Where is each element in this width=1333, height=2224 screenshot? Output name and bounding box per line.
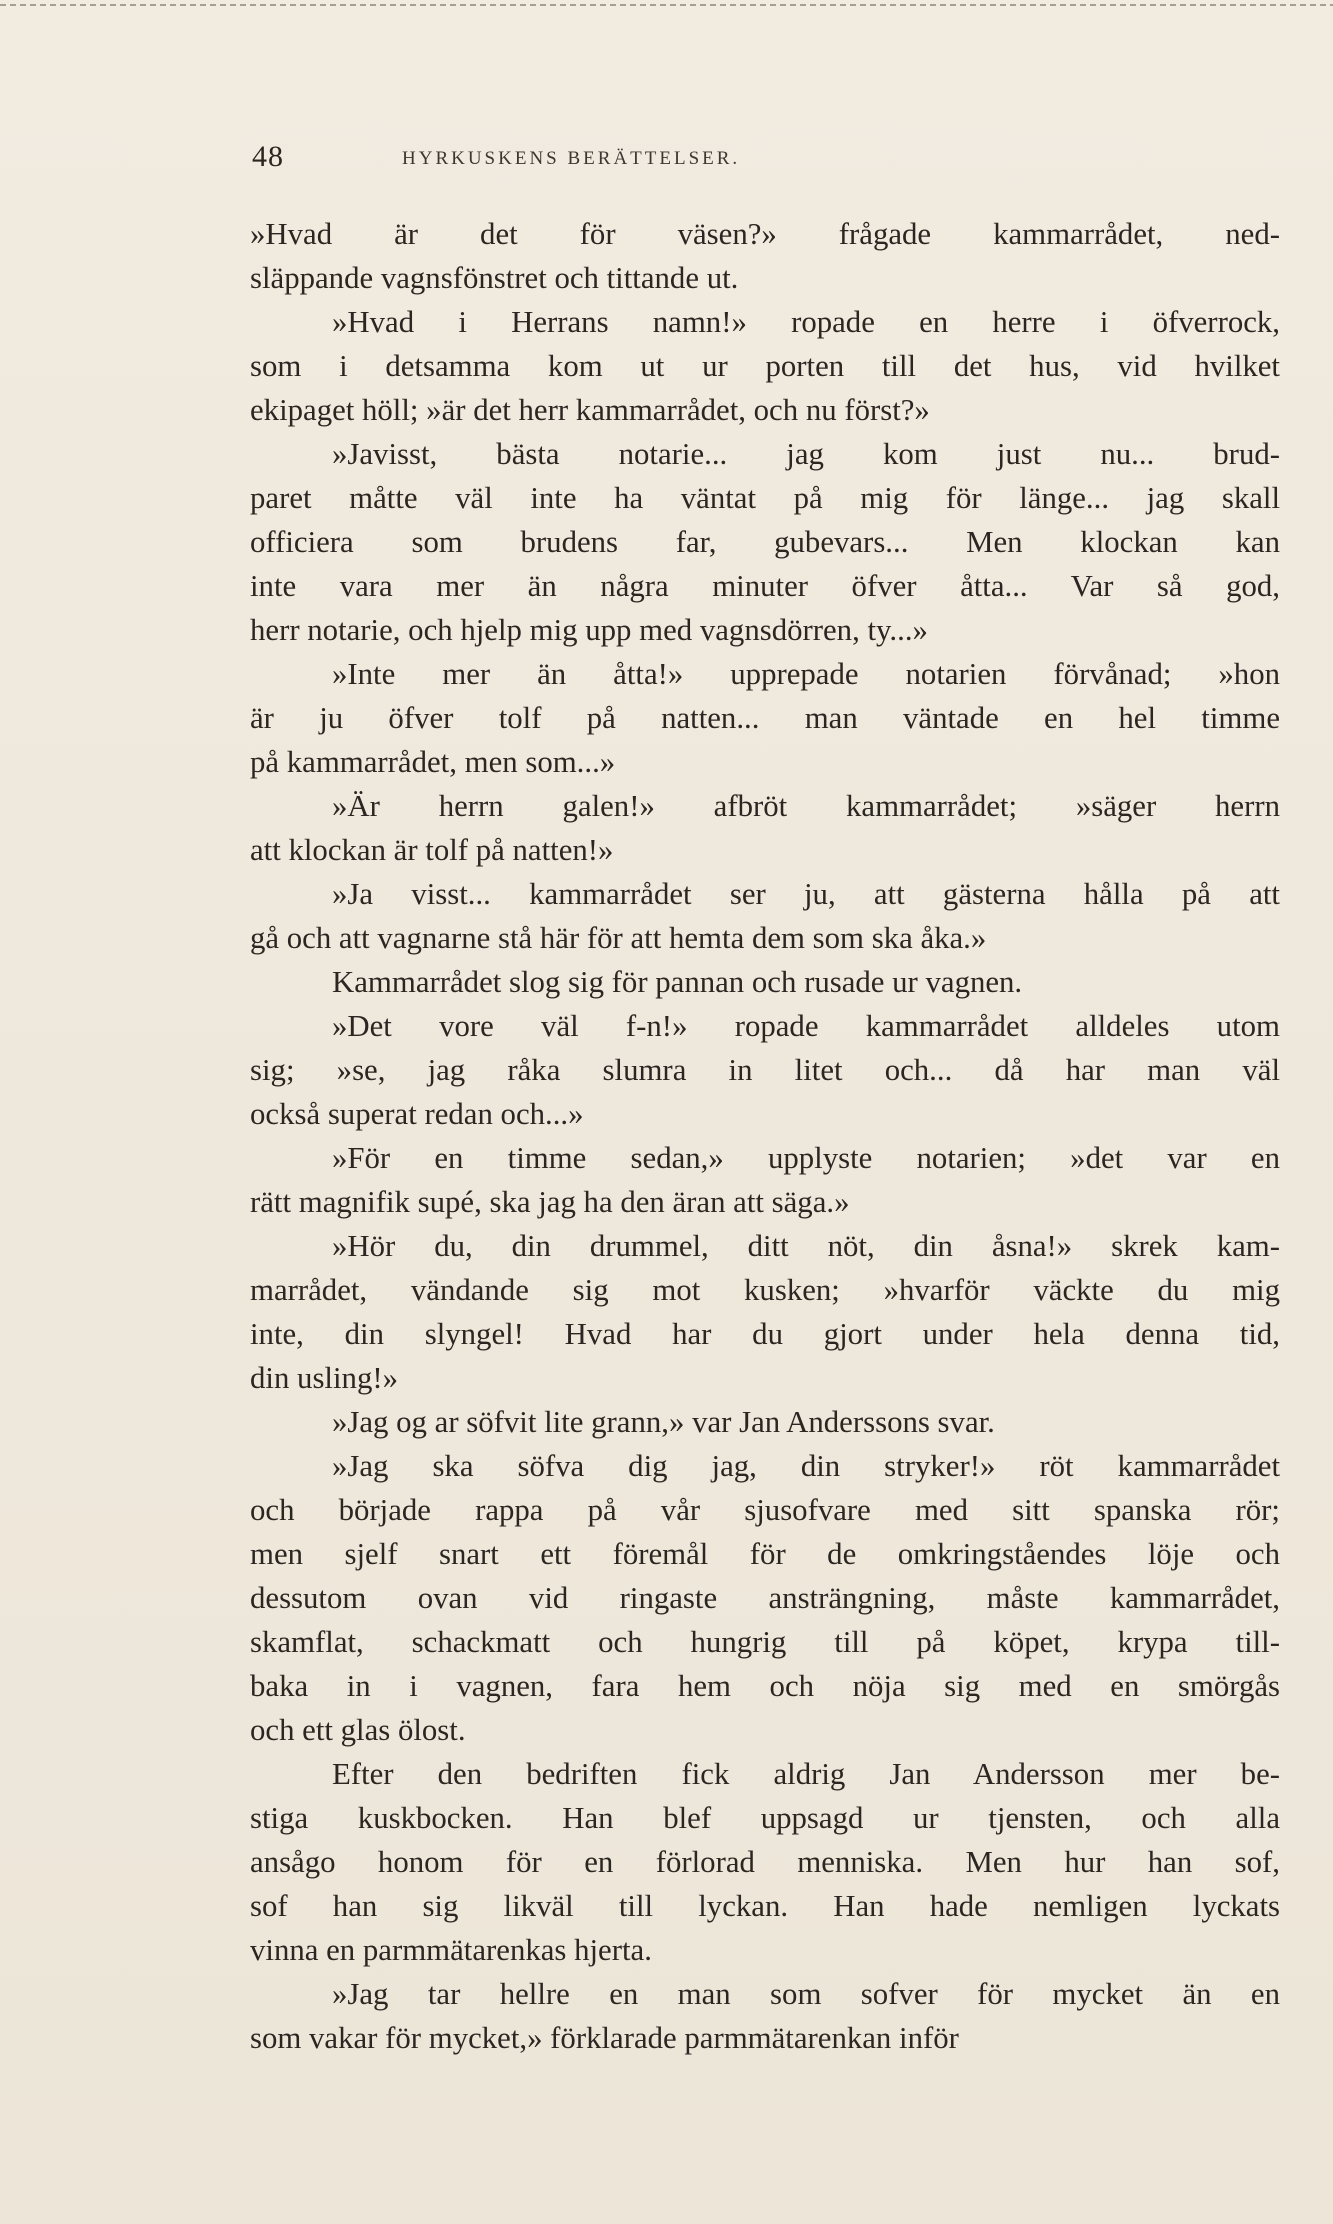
- text-line: »Jag ska söfva dig jag, din stryker!» röt kammarrådet: [332, 1449, 1280, 1483]
- paragraph: [250, 1444, 1280, 1752]
- paragraph: [250, 432, 1280, 652]
- text-line: inte, din slyngel! Hvad har du gjort under hela denna tid,: [250, 1317, 1280, 1351]
- text-line: »För en timme sedan,» upplyste notarien; »det var en: [332, 1141, 1280, 1175]
- paragraph: [250, 1972, 1280, 2060]
- paragraph: [250, 872, 1280, 960]
- paragraph: [250, 652, 1280, 784]
- text-line: att klockan är tolf på natten!»: [250, 833, 614, 867]
- text-line: »Är herrn galen!» afbröt kammarrådet; »säger herrn: [332, 789, 1280, 823]
- text-line: inte vara mer än några minuter öfver åtta... Var så god,: [250, 569, 1280, 603]
- text-line: sig; »se, jag råka slumra in litet och... då har man väl: [250, 1053, 1280, 1087]
- paragraph: [250, 1004, 1280, 1136]
- text-line: »Det vore väl f-n!» ropade kammarrådet alldeles utom: [332, 1009, 1280, 1043]
- text-line: marrådet, vändande sig mot kusken; »hvarför väckte du mig: [250, 1273, 1280, 1307]
- paragraph: [250, 960, 1280, 1004]
- text-line: din usling!»: [250, 1361, 398, 1395]
- text-line: »Hvad i Herrans namn!» ropade en herre i öfverrock,: [332, 305, 1280, 339]
- text-line: »Jag tar hellre en man som sofver för mycket än en: [332, 1977, 1280, 2011]
- page-edge-rule: [0, 4, 1333, 6]
- text-line: och ett glas ölost.: [250, 1713, 466, 1747]
- running-title: HYRKUSKENS BERÄTTELSER.: [402, 148, 741, 169]
- paragraph: [250, 784, 1280, 872]
- paragraph: [250, 1136, 1280, 1224]
- text-line: Kammarrådet slog sig för pannan och rusade ur vagnen.: [332, 965, 1023, 999]
- text-line: på kammarrådet, men som...»: [250, 745, 616, 779]
- text-line: också superat redan och...»: [250, 1097, 584, 1131]
- text-line: rätt magnifik supé, ska jag ha den äran att säga.»: [250, 1185, 850, 1219]
- paragraph: [250, 1224, 1280, 1400]
- text-line: är ju öfver tolf på natten... man väntade en hel timme: [250, 701, 1280, 735]
- text-line: »Javisst, bästa notarie... jag kom just nu... brud-: [332, 437, 1280, 471]
- paragraph: [250, 212, 1280, 300]
- text-line: Efter den bedriften fick aldrig Jan Andersson mer be-: [332, 1757, 1280, 1791]
- text-line: »Inte mer än åtta!» upprepade notarien förvånad; »hon: [332, 657, 1280, 691]
- text-line: dessutom ovan vid ringaste ansträngning, måste kammarrådet,: [250, 1581, 1280, 1615]
- text-line: och började rappa på vår sjusofvare med sitt spanska rör;: [250, 1493, 1280, 1527]
- text-line: stiga kuskbocken. Han blef uppsagd ur tjensten, och alla: [250, 1801, 1280, 1835]
- text-line: skamflat, schackmatt och hungrig till på köpet, krypa till-: [250, 1625, 1280, 1659]
- text-line: »Ja visst... kammarrådet ser ju, att gästerna hålla på att: [332, 877, 1280, 911]
- text-line: ekipaget höll; »är det herr kammarrådet, och nu först?»: [250, 393, 930, 427]
- text-line: officiera som brudens far, gubevars... Men klockan kan: [250, 525, 1280, 559]
- text-line: »Jag og ar söfvit lite grann,» var Jan Anderssons svar.: [332, 1405, 995, 1439]
- body-text: [250, 212, 1280, 2060]
- text-line: paret måtte väl inte ha väntat på mig för länge... jag skall: [250, 481, 1280, 515]
- text-line: ansågo honom för en förlorad menniska. Men hur han sof,: [250, 1845, 1280, 1879]
- text-line: vinna en parmmätarenkas hjerta.: [250, 1933, 652, 1967]
- text-line: baka in i vagnen, fara hem och nöja sig med en smörgås: [250, 1669, 1280, 1703]
- page-header: [252, 140, 1282, 180]
- text-line: »Hör du, din drummel, ditt nöt, din åsna!» skrek kam-: [332, 1229, 1280, 1263]
- text-line: herr notarie, och hjelp mig upp med vagnsdörren, ty...»: [250, 613, 928, 647]
- text-line: gå och att vagnarne stå här för att hemta dem som ska åka.»: [250, 921, 987, 955]
- text-line: släppande vagnsfönstret och tittande ut.: [250, 261, 739, 295]
- text-line: men sjelf snart ett föremål för de omkringståendes löje och: [250, 1537, 1280, 1571]
- text-line: som i detsamma kom ut ur porten till det hus, vid hvilket: [250, 349, 1280, 383]
- paragraph: [250, 1752, 1280, 1972]
- paragraph: [250, 1400, 1280, 1444]
- text-line: »Hvad är det för väsen?» frågade kammarrådet, ned-: [250, 217, 1280, 251]
- page-number: 48: [252, 140, 284, 173]
- paragraph: [250, 300, 1280, 432]
- text-line: som vakar för mycket,» förklarade parmmätarenkan inför: [250, 2021, 959, 2055]
- text-line: sof han sig likväl till lyckan. Han hade nemligen lyckats: [250, 1889, 1280, 1923]
